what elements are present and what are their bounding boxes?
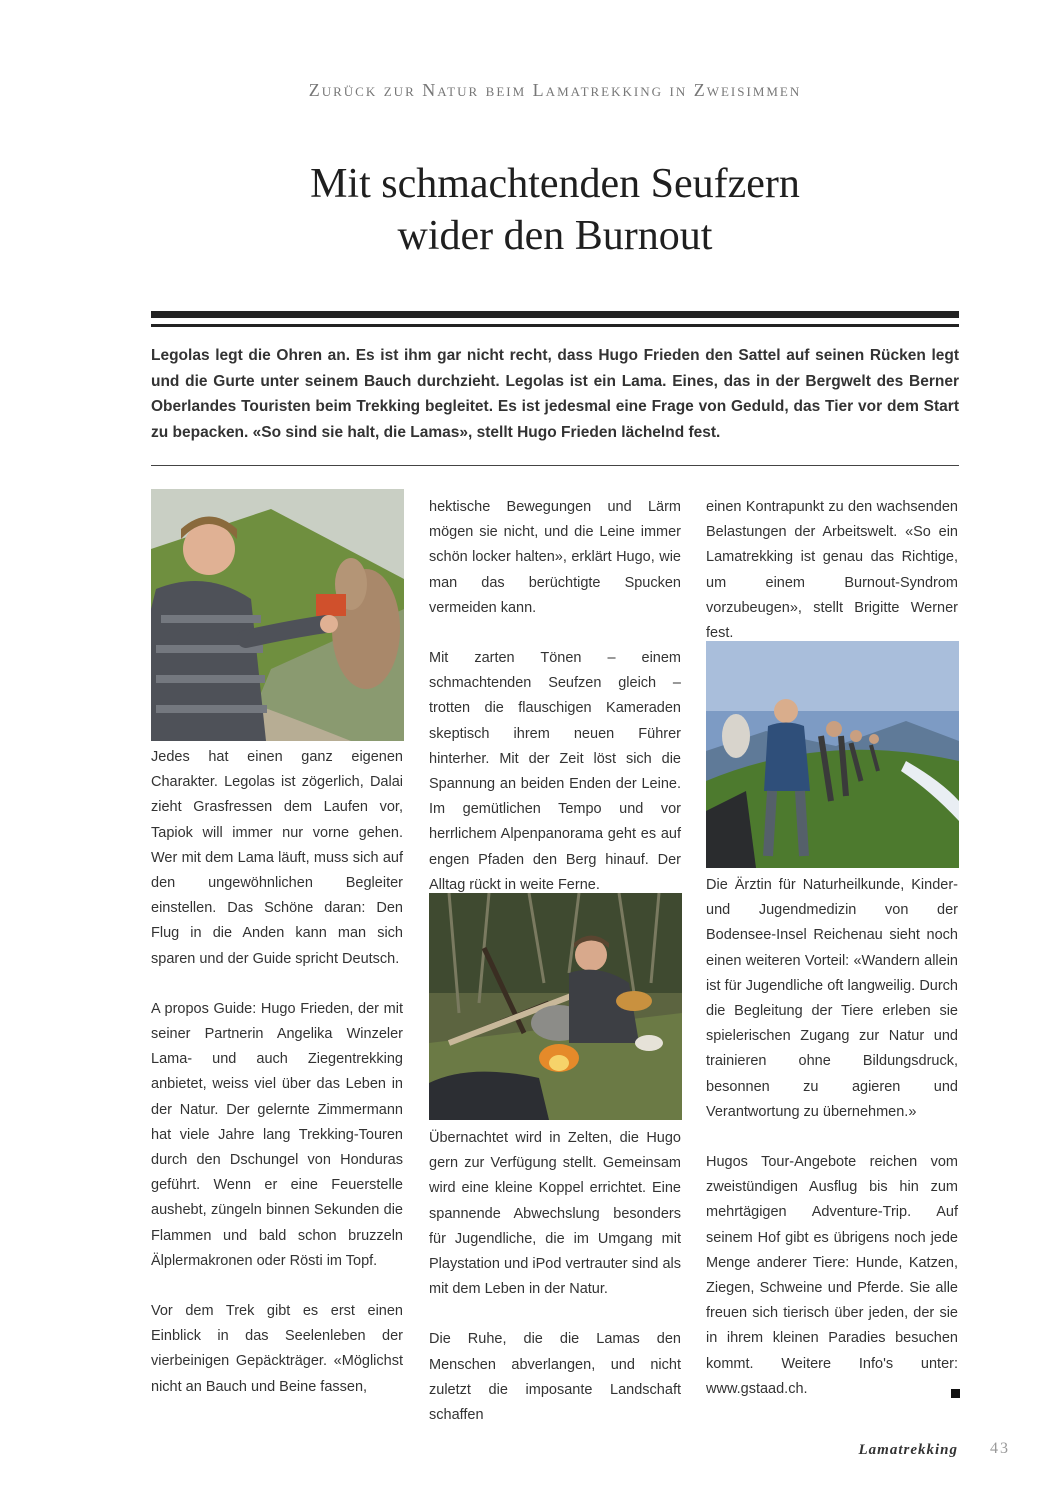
photo-campfire-cooking: [429, 893, 682, 1120]
column-2-bottom: [429, 1126, 681, 1453]
column-3-paragraph-1: einen Kontrapunkt zu den wachsenden Belastungen der Arbeitswelt. «So ein Lamatrekking ist genau das Richtige, um einem Burnout-Syndrom vorzubeugen», stellt Brigitte Werner fest.: [706, 499, 958, 642]
column-3-bottom: [706, 873, 958, 1427]
double-rule-top: [151, 311, 959, 318]
column-2-top: [429, 495, 681, 923]
column-1-paragraph-1: Jedes hat einen ganz eigenen Charakter. Legolas ist zögerlich, Dalai zieht Grasfressen dem Laufen vor, Tapiok will immer nur vorne gehen. Wer mit dem Lama läuft, muss sich auf den ungewöhnlichen Begleiter einstellen. Das Schöne daran: Den Flug in die Anden kann man sich sparen und der Guide spricht Deutsch.: [151, 749, 403, 967]
headline-line-1: Mit schmachtenden Seufzern: [310, 161, 800, 207]
column-2-paragraph-4: Die Ruhe, die die Lamas den Menschen abverlangen, und nicht zuletzt die imposante Landschaft schaffen: [429, 1331, 681, 1424]
column-1: [151, 745, 403, 1425]
headline-line-2: wider den Burnout: [397, 213, 713, 259]
column-3-paragraph-2: Die Ärztin für Naturheilkunde, Kinder- und Jugendmedizin von der Bodensee-Insel Reichenau sieht noch einen weiteren Vorteil: «Wandern allein ist für Jugendliche oft langweilig. Durch die Begleitung der Tiere erleben sie spielerischen Zugang zur Natur und trainieren ohne Bildungsdruck, besonnen zu agieren und Verantwortung zu übernehmen.»: [706, 877, 958, 1120]
photo-hikers-on-ridge: [706, 641, 959, 868]
page-number: 43: [990, 1440, 1010, 1457]
article-headline: [150, 158, 960, 262]
double-rule-bottom: [151, 324, 959, 327]
column-1-paragraph-3: Vor dem Trek gibt es erst einen Einblick in das Seelenleben der vierbeinigen Gepäckträger. «Möglichst nicht an Bauch und Beine fassen,: [151, 1303, 403, 1395]
column-1-paragraph-2: A propos Guide: Hugo Frieden, der mit seiner Partnerin Angelika Winzeler Lama- und auch Ziegentrekking anbietet, weiss viel über das Leben in der Natur. Der gelernte Zimmermann hat viele Jahre lang Trekking-Touren durch den Dschungel von Honduras geführt. Wenn er eine Feuerstelle aushebt, züngeln binnen Sekunden die Flammen und bald schon bruzzeln Älplermakronen oder Rösti im Topf.: [151, 1000, 403, 1269]
article-kicker: Zurück zur Natur beim Lamatrekking in Zweisimmen: [308, 80, 802, 100]
column-3-paragraph-3: Hugos Tour-Angebote reichen vom zweistündigen Ausflug bis hin zum mehrtägigen Adventure-Trip. Auf seinem Hof gibt es übrigens noch jede Menge anderer Tiere: Hunde, Katzen, Ziegen, Schweine und Pferde. Sie alle freuen sich tierisch über jeden, der sie in ihrem kleinen Paradies besuchen kommt. Weitere Info's unter: www.gstaad.ch.: [706, 1154, 958, 1397]
column-2-paragraph-3: Übernachtet wird in Zelten, die Hugo gern zur Verfügung stellt. Gemeinsam wird eine kleine Koppel errichtet. Eine spannende Abwechslung besonders für Jugendliche, die im Umgang mit Playstation und iPod vertrauter sind als mit dem Leben in der Natur.: [429, 1130, 681, 1298]
lead-paragraph: Legolas legt die Ohren an. Es ist ihm gar nicht recht, dass Hugo Frieden den Sattel auf seinen Rücken legt und die Gurte unter seinem Bauch durchzieht. Legolas ist ein Lama. Eines, das in der Bergwelt des Berner Oberlandes Touristen beim Trekking begleitet. Es ist jedesmal eine Frage von Geduld, das Tier vor dem Start zu bepacken. «So sind sie halt, die Lamas», stellt Hugo Frieden lächelnd fest.: [151, 347, 959, 441]
column-2-paragraph-1: hektische Bewegungen und Lärm mögen sie nicht, und die Leine immer schön locker halten», erklärt Hugo, wie man das berüchtigte Spucken vermeiden kann.: [429, 499, 681, 616]
footer-section-name: Lamatrekking: [858, 1442, 958, 1458]
photo-boy-with-llama: [151, 489, 404, 741]
end-of-article-mark: [951, 1389, 960, 1398]
lead-divider: [151, 465, 959, 466]
column-2-paragraph-2: Mit zarten Tönen – einem schmachtenden Seufzen gleich – trotten die flauschigen Kameraden skeptisch ihrem neuen Führer hinterher. Mit der Zeit löst sich die Spannung an beiden Enden der Leine. Im gemütlichen Tempo und vor herrlichem Alpenpanorama geht es auf engen Pfaden den Berg hinauf. Der Alltag rückt in weite Ferne.: [429, 650, 681, 893]
